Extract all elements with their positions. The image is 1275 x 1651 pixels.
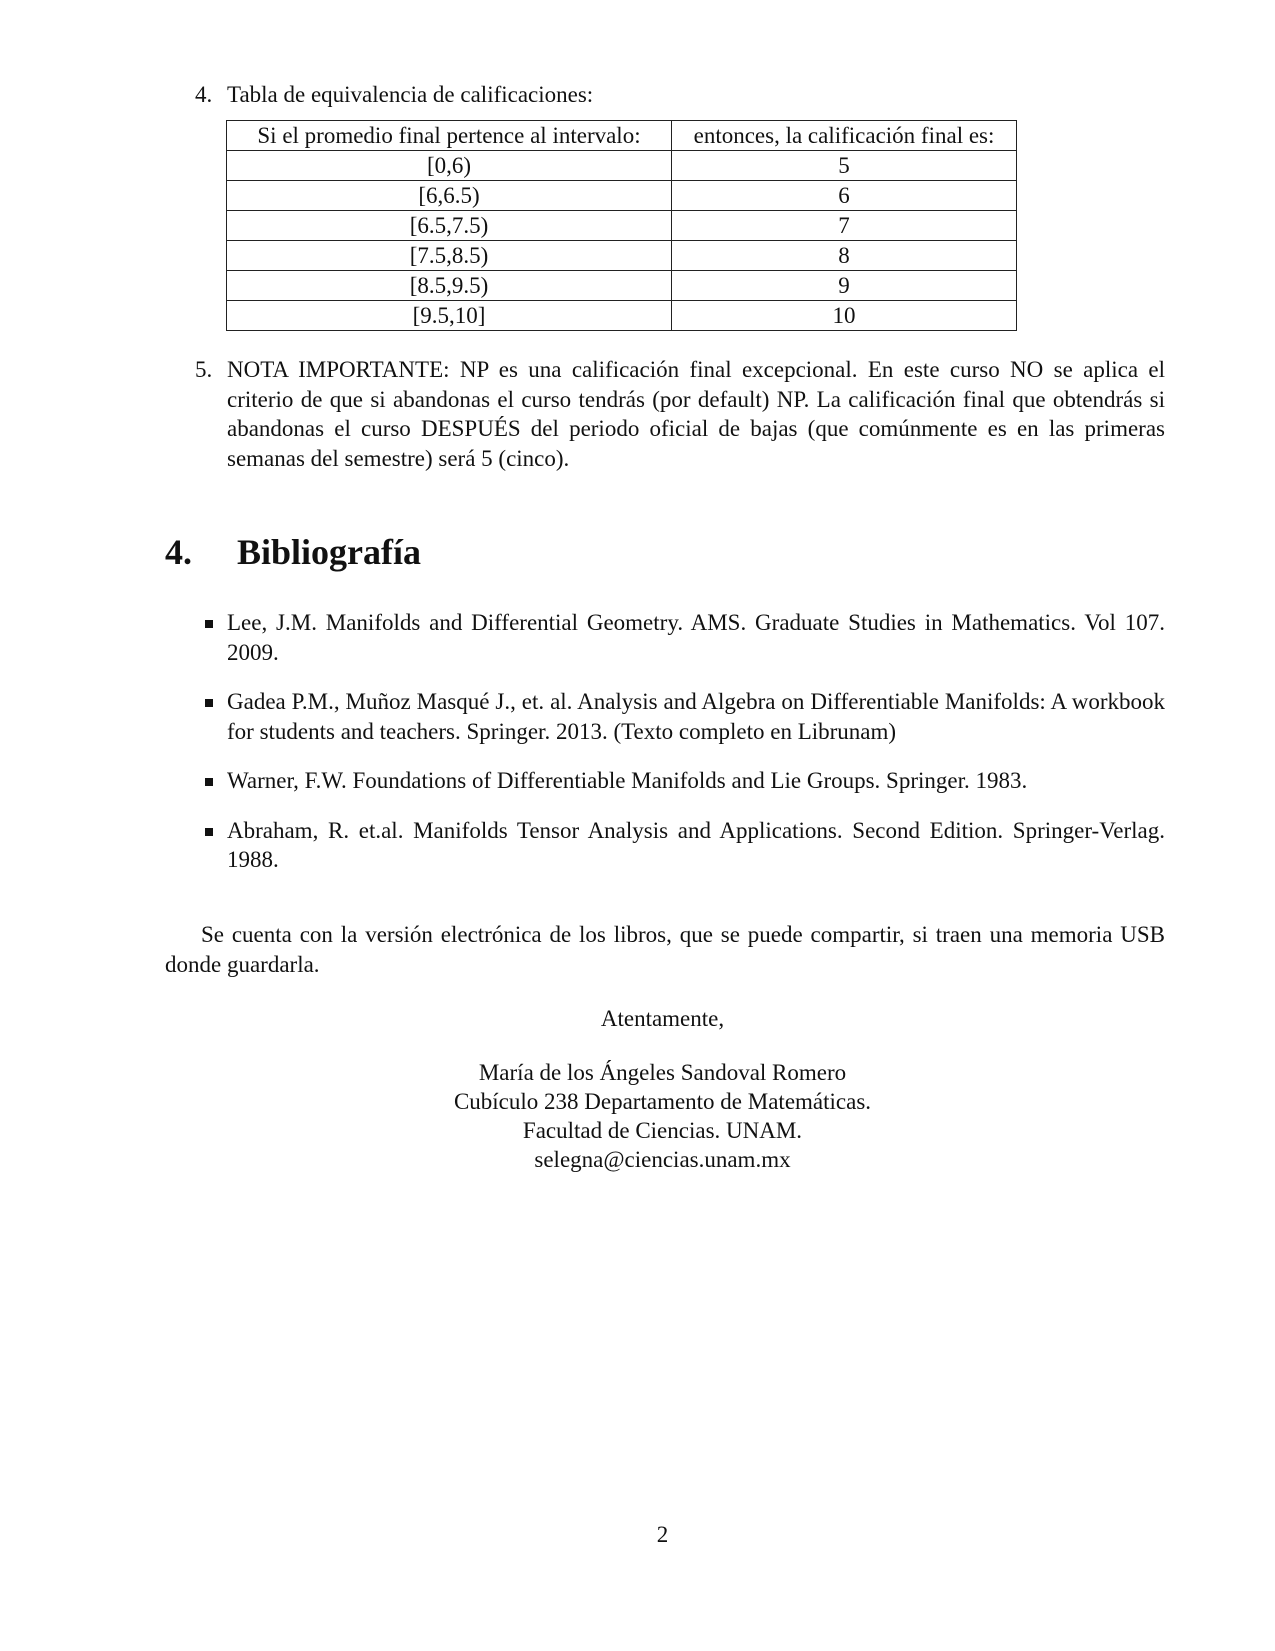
table-row <box>227 241 1017 271</box>
signer-office: Cubículo 238 Departamento de Matemáticas. <box>453 1089 872 1114</box>
page-number: 2 <box>656 1522 669 1547</box>
bibliography-entry-text: Warner, F.W. Foundations of Differentiable Manifolds and Lie Groups. Springer. 1983. <box>227 768 1028 793</box>
interval-cell: [0,6) <box>227 151 672 181</box>
signer-faculty: Facultad de Ciencias. UNAM. <box>522 1118 803 1143</box>
grade-equivalence-table <box>226 120 1017 331</box>
bullet-icon <box>205 620 213 628</box>
bullet-icon <box>205 828 213 836</box>
grade-cell: 5 <box>672 151 1017 181</box>
bullet-icon <box>205 699 213 707</box>
table-header-cell: Si el promedio final pertence al intervalo: <box>227 121 672 151</box>
grading-item-number: 4. <box>195 82 213 107</box>
table-row <box>227 301 1017 331</box>
important-note-text: NOTA IMPORTANTE: NP es una calificación final excepcional. En este curso NO se aplica el criterio de que si abandonas el curso tendrás (por default) NP. La calificación final que obtendrás si abandonas el curso DESPUÉS del periodo oficial de bajas (que comúnmente es en las primeras semanas del semestre) será 5 (cinco). <box>227 357 1165 471</box>
salutation: Atentamente, <box>600 1006 725 1031</box>
interval-cell: [6,6.5) <box>227 181 672 211</box>
usb-paragraph: Se cuenta con la versión electrónica de los libros, que se puede compartir, si traen una memoria USB donde guardarla. <box>165 922 1165 977</box>
bibliography-entry <box>195 766 1165 796</box>
bibliography-entry-text: Lee, J.M. Manifolds and Differential Geometry. AMS. Graduate Studies in Mathematics. Vol 107. 2009. <box>227 610 1165 665</box>
grade-cell: 6 <box>672 181 1017 211</box>
interval-cell: [9.5,10] <box>227 301 672 331</box>
grade-cell: 8 <box>672 241 1017 271</box>
bibliography-entry-text: Gadea P.M., Muñoz Masqué J., et. al. Analysis and Algebra on Differentiable Manifolds: A workbook for students and teachers. Springer. 2013. (Texto completo en Librunam) <box>227 689 1165 744</box>
grade-cell: 10 <box>672 301 1017 331</box>
grade-cell: 7 <box>672 211 1017 241</box>
bibliography-entry <box>195 816 1165 875</box>
interval-cell: [8.5,9.5) <box>227 271 672 301</box>
bibliography-entry <box>195 687 1165 746</box>
bibliography-entry <box>195 608 1165 667</box>
bullet-icon <box>205 778 213 786</box>
table-row <box>227 181 1017 211</box>
table-row <box>227 271 1017 301</box>
table-header-cell: entonces, la calificación final es: <box>672 121 1017 151</box>
grade-cell: 9 <box>672 271 1017 301</box>
interval-cell: [7.5,8.5) <box>227 241 672 271</box>
bibliography-entry-text: Abraham, R. et.al. Manifolds Tensor Analysis and Applications. Second Edition. Springer-Verlag. 1988. <box>227 817 1165 872</box>
table-row <box>227 151 1017 181</box>
table-header-row <box>227 121 1017 151</box>
section-number: 4. <box>165 532 192 572</box>
section-title: Bibliografía <box>237 532 422 572</box>
bibliography-list <box>195 608 1165 895</box>
interval-cell: [6.5,7.5) <box>227 211 672 241</box>
signer-email: selegna@ciencias.unam.mx <box>534 1147 791 1172</box>
grading-item-title: Tabla de equivalencia de calificaciones: <box>227 82 594 107</box>
table-row <box>227 211 1017 241</box>
signer-name: María de los Ángeles Sandoval Romero <box>478 1060 847 1085</box>
note-item-number: 5. <box>195 357 213 382</box>
section-heading <box>165 532 421 572</box>
